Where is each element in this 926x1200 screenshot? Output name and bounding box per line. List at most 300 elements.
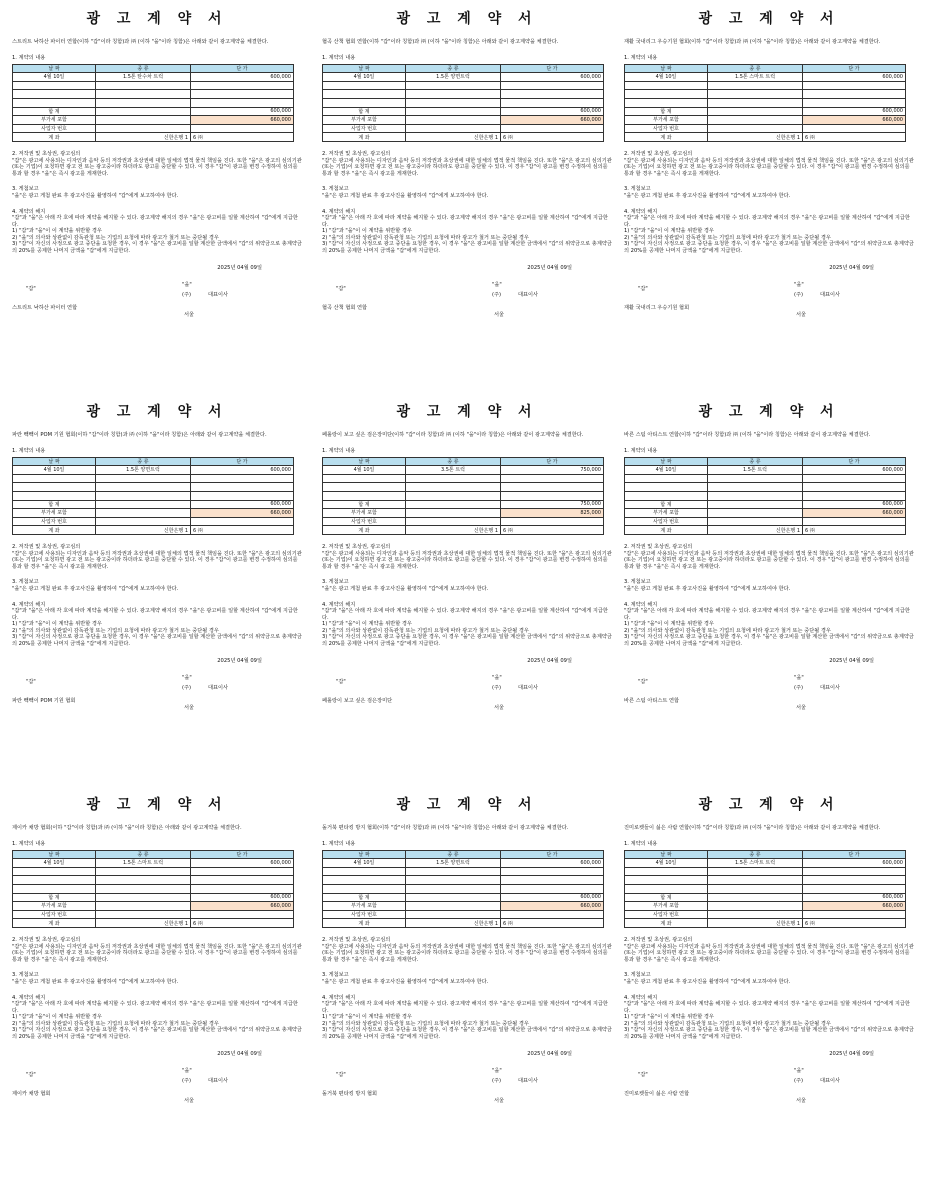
- party-name: 파란 빽빽이 POM 기원 협회: [12, 698, 76, 705]
- vat-row: [323, 116, 604, 125]
- account-bank: 신한은행 1: [406, 133, 501, 142]
- row-date: 4월 10일: [625, 859, 708, 868]
- intro-suffix: (이하 "을"이라 칭함)은 아래와 같이 광고계약을 체결한다.: [739, 432, 871, 438]
- sig-seoul: 서울: [796, 705, 807, 712]
- section2: [624, 151, 914, 177]
- section3: [12, 579, 302, 592]
- section2: [12, 151, 302, 177]
- contract-title: 광 고 계 약 서: [698, 404, 840, 420]
- intro-mid: (이하 "갑"이라 칭함)과 ㈜: [377, 825, 437, 831]
- table-row: [323, 73, 604, 82]
- header-price: 단 가: [191, 457, 294, 466]
- intro-mid: (이하 "갑"이라 칭함)과 ㈜: [75, 432, 135, 438]
- row-price: 750,000: [501, 466, 604, 475]
- section2-title: 2. 저작권 및 초상권, 광고심의: [624, 150, 693, 157]
- contract-date: 2025년 04월 09일: [217, 264, 262, 271]
- party-prefix: 제이카 채방 협회: [12, 825, 51, 831]
- account-suffix: 6 ㈜: [191, 919, 294, 928]
- vat-value: 660,000: [803, 116, 906, 125]
- header-type: 종 류: [406, 850, 501, 859]
- contract-date: 2025년 04월 09일: [829, 264, 874, 271]
- sig-seoul: 서울: [494, 312, 505, 319]
- table-row-empty: [323, 491, 604, 500]
- section2-title: 2. 저작권 및 초상권, 광고심의: [322, 150, 391, 157]
- section4-item: 2) "을"의 의사와 상관없이 감독관청 또는 기업의 요청에 따라 광고가 철거 또는 중단될 경우: [12, 627, 219, 634]
- contract-page: [322, 393, 612, 763]
- total-value: 750,000: [501, 500, 604, 509]
- party-prefix: 바른 스팀 아티스트 연합: [624, 432, 680, 438]
- section3-body: "을"은 광고 게첨 완료 후 광고사진을 촬영하여 "갑"에게 보고하여야 한다.: [624, 192, 791, 199]
- table-header-row: [323, 64, 604, 73]
- row-date: 4월 10일: [13, 859, 96, 868]
- party-prefix: 스트리트 낙하산 파이터 연합: [12, 39, 78, 45]
- row-date: 4월 10일: [13, 73, 96, 82]
- party-name: 돌거북 편타킹 방지 협회: [322, 1091, 378, 1098]
- section2: [322, 151, 612, 177]
- account-label: 계 좌: [323, 133, 406, 142]
- section3: [624, 579, 914, 592]
- total-value: 600,000: [803, 500, 906, 509]
- section4-body: "갑"과 "을"은 아래 각 호에 따라 계약을 해지할 수 있다. 광고계약 해지의 경우 "을"은 광고비를 일할 계산하여 "갑"에게 지급한다.: [624, 608, 910, 621]
- sig-ju: (주): [794, 292, 804, 299]
- bizno-row: [13, 124, 294, 133]
- intro-mid: (이하 "갑"이라 칭함)과 ㈜: [392, 432, 452, 438]
- bizno-label: 사업자 번호: [13, 124, 96, 133]
- intro-mid: (이하 "갑"이라 칭함)과 ㈜: [77, 39, 137, 45]
- section3: [624, 186, 914, 199]
- table-row: [13, 859, 294, 868]
- contract-title: 광 고 계 약 서: [86, 797, 228, 813]
- contract-intro: [12, 825, 302, 839]
- section4-body: "갑"과 "을"은 아래 각 호에 따라 계약을 해지할 수 있다. 광고계약 해지의 경우 "을"은 광고비를 일할 계산하여 "갑"에게 지급한다.: [322, 608, 608, 621]
- bizno-row: [323, 910, 604, 919]
- table-row: [625, 859, 906, 868]
- section4: [322, 209, 612, 255]
- section3-title: 3. 게첨보고: [12, 972, 39, 979]
- table-row-empty: [13, 867, 294, 876]
- header-type: 종 류: [708, 64, 803, 73]
- sig-eul-label: "을": [492, 675, 502, 682]
- section2: [12, 544, 302, 570]
- intro-suffix: (이하 "을"이라 칭함)은 아래와 같이 광고계약을 체결한다.: [427, 39, 559, 45]
- section3-body: "을"은 광고 게첨 완료 후 광고사진을 촬영하여 "갑"에게 보고하여야 한다.: [12, 978, 179, 985]
- section4-body: "갑"과 "을"은 아래 각 호에 따라 계약을 해지할 수 있다. 광고계약 해지의 경우 "을"은 광고비를 일할 계산하여 "갑"에게 지급한다.: [12, 608, 298, 621]
- sig-eul-label: "을": [492, 282, 502, 289]
- vat-row: [13, 509, 294, 518]
- section4-item: 1) "갑"과 "을"이 이 계약을 위반할 경우: [12, 621, 102, 628]
- contract-page: [12, 786, 302, 1156]
- bizno-label: 사업자 번호: [625, 517, 708, 526]
- section3-body: "을"은 광고 게첨 완료 후 광고사진을 촬영하여 "갑"에게 보고하여야 한다.: [624, 585, 791, 592]
- signature-block: [322, 670, 612, 720]
- section2: [322, 544, 612, 570]
- intro-suffix: (이하 "을"이라 칭함)은 아래와 같이 광고계약을 체결한다.: [437, 825, 569, 831]
- sig-ju: (주): [794, 685, 804, 692]
- contract-date: 2025년 04월 09일: [217, 657, 262, 664]
- contract-table: [624, 850, 906, 928]
- account-bank: 신한은행 1: [96, 133, 191, 142]
- party-name: 바른 스팀 아티스트 연합: [624, 698, 680, 705]
- header-type: 종 류: [406, 64, 501, 73]
- account-suffix: 6 ㈜: [803, 133, 906, 142]
- contract-title: 광 고 계 약 서: [396, 797, 538, 813]
- sig-eul-label: "을": [182, 1068, 192, 1075]
- contract-title: 광 고 계 약 서: [86, 11, 228, 27]
- section4: [624, 209, 914, 255]
- table-row-empty: [625, 876, 906, 885]
- section3-title: 3. 게첨보고: [322, 186, 349, 193]
- contract-intro: [624, 432, 914, 446]
- vat-label: 부가세 포함: [625, 116, 708, 125]
- intro-suffix: (이하 "을"이라 칭함)은 아래와 같이 광고계약을 체결한다.: [452, 432, 584, 438]
- total-value: 600,000: [191, 107, 294, 116]
- total-value: 600,000: [191, 893, 294, 902]
- section3-body: "을"은 광고 게첨 완료 후 광고사진을 촬영하여 "갑"에게 보고하여야 한다.: [624, 978, 791, 985]
- total-label: 합 계: [323, 107, 406, 116]
- sig-ceo: 대표이사: [518, 1078, 539, 1085]
- section4-item: 3) "갑"이 자신의 사정으로 광고 중단을 요청한 경우, 이 경우 "을"은 광고비를 일할 계산한 금액에서 "갑"의 위약금으로 총계약금의 20%를 공제한 나머지 금액을 "갑"에게 지급한다.: [322, 241, 612, 255]
- intro-mid: (이하 "갑"이라 칭함)과 ㈜: [50, 825, 110, 831]
- account-suffix: 6 ㈜: [803, 526, 906, 535]
- section3-title: 3. 게첨보고: [12, 186, 39, 193]
- signature-block: [624, 1063, 914, 1113]
- sig-eul-label: "을": [794, 1068, 804, 1075]
- intro-mid: (이하 "갑"이라 칭함)과 ㈜: [689, 825, 749, 831]
- account-label: 계 좌: [323, 526, 406, 535]
- contract-page: [12, 393, 302, 763]
- section2: [624, 937, 914, 963]
- account-suffix: 6 ㈜: [501, 133, 604, 142]
- section2-body: "갑"은 광고에 사용되는 디자인과 음악 등의 저작권과 초상권에 대한 일체의 법적 물적 책임을 진다. 또한 "을"은 광고의 심의기관(또는 기업)이 요청하면 광고 전 또는 광고중이라 하더라도 광고를 중단할 수 있다. 이 경우 "갑"이 광고를 변경 수정하여 심의를 통과 할 경우 "을"은 즉시 광고를 게재한다.: [624, 550, 914, 570]
- section4-title: 4. 계약의 해지: [12, 601, 46, 608]
- total-row: [323, 500, 604, 509]
- sig-gap-label: "갑": [26, 1072, 36, 1079]
- account-label: 계 좌: [13, 919, 96, 928]
- contract-intro: [322, 39, 612, 53]
- total-row: [323, 893, 604, 902]
- section2-body: "갑"은 광고에 사용되는 디자인과 음악 등의 저작권과 초상권에 대한 일체의 법적 물적 책임을 진다. 또한 "을"은 광고의 심의기관(또는 기업)이 요청하면 광고 전 또는 광고중이라 하더라도 광고를 중단할 수 있다. 이 경우 "갑"이 광고를 변경 수정하여 심의를 통과 할 경우 "을"은 즉시 광고를 게재한다.: [12, 943, 302, 963]
- section4-title: 4. 계약의 해지: [12, 994, 46, 1001]
- header-type: 종 류: [708, 850, 803, 859]
- contract-title: 광 고 계 약 서: [698, 11, 840, 27]
- contract-date: 2025년 04월 09일: [527, 1050, 572, 1057]
- header-type: 종 류: [96, 457, 191, 466]
- contract-table: [322, 457, 604, 535]
- table-row: [625, 466, 906, 475]
- total-label: 합 계: [323, 893, 406, 902]
- section4-item: 3) "갑"이 자신의 사정으로 광고 중단을 요청한 경우, 이 경우 "을"은 광고비를 일할 계산한 금액에서 "갑"의 위약금으로 총계약금의 20%를 공제한 나머지 금액을 "갑"에게 지급한다.: [624, 241, 914, 255]
- row-date: 4월 10일: [13, 466, 96, 475]
- contract-date: 2025년 04월 09일: [829, 1050, 874, 1057]
- sig-ju: (주): [182, 292, 192, 299]
- sig-seoul: 서울: [494, 1098, 505, 1105]
- section2-title: 2. 저작권 및 초상권, 광고심의: [12, 936, 81, 943]
- table-row-empty: [13, 483, 294, 492]
- section3-title: 3. 게첨보고: [624, 186, 651, 193]
- contract-table: [322, 64, 604, 142]
- sig-ceo: 대표이사: [820, 1078, 841, 1085]
- bizno-row: [323, 124, 604, 133]
- party-name: 협곡 산책 협회 연합: [322, 305, 368, 312]
- section4-item: 1) "갑"과 "을"이 이 계약을 위반할 경우: [624, 1014, 714, 1021]
- section3-body: "을"은 광고 게첨 완료 후 광고사진을 촬영하여 "갑"에게 보고하여야 한다.: [12, 192, 179, 199]
- table-row-empty: [323, 474, 604, 483]
- section4-item: 3) "갑"이 자신의 사정으로 광고 중단을 요청한 경우, 이 경우 "을"은 광고비를 일할 계산한 금액에서 "갑"의 위약금으로 총계약금의 20%를 공제한 나머지 금액을 "갑"에게 지급한다.: [624, 634, 914, 648]
- account-bank: 신한은행 1: [406, 919, 501, 928]
- section4-item: 2) "을"의 의사와 상관없이 감독관청 또는 기업의 요청에 따라 광고가 철거 또는 중단될 경우: [322, 1020, 529, 1027]
- section4-item: 3) "갑"이 자신의 사정으로 광고 중단을 요청한 경우, 이 경우 "을"은 광고비를 일할 계산한 금액에서 "갑"의 위약금으로 총계약금의 20%를 공제한 나머지 금액을 "갑"에게 지급한다.: [322, 634, 612, 648]
- total-label: 합 계: [13, 107, 96, 116]
- table-row-empty: [13, 474, 294, 483]
- sig-ju: (주): [492, 685, 502, 692]
- header-date: 날 짜: [13, 64, 96, 73]
- section4-item: 1) "갑"과 "을"이 이 계약을 위반할 경우: [12, 1014, 102, 1021]
- row-type: 1.5톤 스마트 트럭: [708, 859, 803, 868]
- sig-gap-label: "갑": [638, 286, 648, 293]
- section2-title: 2. 저작권 및 초상권, 광고심의: [624, 543, 693, 550]
- account-label: 계 좌: [13, 526, 96, 535]
- section1-title: 1. 계약의 내용: [322, 55, 356, 61]
- row-price: 600,000: [501, 73, 604, 82]
- section4-item: 1) "갑"과 "을"이 이 계약을 위반할 경우: [624, 228, 714, 235]
- section2-body: "갑"은 광고에 사용되는 디자인과 음악 등의 저작권과 초상권에 대한 일체의 법적 물적 책임을 진다. 또한 "을"은 광고의 심의기관(또는 기업)이 요청하면 광고 전 또는 광고중이라 하더라도 광고를 중단할 수 있다. 이 경우 "갑"이 광고를 변경 수정하여 심의를 통과 할 경우 "을"은 즉시 광고를 게재한다.: [12, 550, 302, 570]
- sig-seoul: 서울: [796, 312, 807, 319]
- intro-suffix: (이하 "을"이라 칭함)은 아래와 같이 광고계약을 체결한다.: [111, 825, 242, 831]
- contract-title: 광 고 계 약 서: [396, 404, 538, 420]
- vat-row: [323, 902, 604, 911]
- vat-label: 부가세 포함: [13, 509, 96, 518]
- contract-page: [322, 0, 612, 370]
- section3-body: "을"은 광고 게첨 완료 후 광고사진을 촬영하여 "갑"에게 보고하여야 한다.: [322, 585, 489, 592]
- table-row-empty: [323, 867, 604, 876]
- header-type: 종 류: [96, 64, 191, 73]
- section2-title: 2. 저작권 및 초상권, 광고심의: [322, 936, 391, 943]
- section2-title: 2. 저작권 및 초상권, 광고심의: [322, 543, 391, 550]
- bizno-label: 사업자 번호: [625, 910, 708, 919]
- contract-table: [624, 457, 906, 535]
- header-type: 종 류: [96, 850, 191, 859]
- sig-gap-label: "갑": [336, 286, 346, 293]
- header-price: 단 가: [501, 850, 604, 859]
- header-date: 날 짜: [323, 457, 406, 466]
- total-label: 합 계: [625, 107, 708, 116]
- row-price: 600,000: [191, 859, 294, 868]
- row-date: 4월 10일: [323, 466, 406, 475]
- contract-date: 2025년 04월 09일: [527, 264, 572, 271]
- intro-suffix: (이하 "을"이라 칭함)은 아래와 같이 광고계약을 체결한다.: [137, 39, 269, 45]
- intro-mid: (이하 "갑"이라 칭함)과 ㈜: [367, 39, 427, 45]
- section4-item: 2) "을"의 의사와 상관없이 감독관청 또는 기업의 요청에 따라 광고가 철거 또는 중단될 경우: [322, 234, 529, 241]
- contract-table: [12, 850, 294, 928]
- table-row-empty: [13, 81, 294, 90]
- total-row: [13, 500, 294, 509]
- vat-row: [323, 509, 604, 518]
- intro-mid: (이하 "갑"이라 칭함)과 ㈜: [679, 432, 739, 438]
- account-suffix: 6 ㈜: [803, 919, 906, 928]
- contract-date: 2025년 04월 09일: [527, 657, 572, 664]
- contract-table: [12, 457, 294, 535]
- header-date: 날 짜: [625, 457, 708, 466]
- section4-body: "갑"과 "을"은 아래 각 호에 따라 계약을 해지할 수 있다. 광고계약 해지의 경우 "을"은 광고비를 일할 계산하여 "갑"에게 지급한다.: [624, 215, 910, 228]
- vat-value: 660,000: [191, 116, 294, 125]
- header-date: 날 짜: [323, 850, 406, 859]
- contract-table: [322, 850, 604, 928]
- sig-gap-label: "갑": [336, 1072, 346, 1079]
- account-label: 계 좌: [13, 133, 96, 142]
- table-row-empty: [323, 483, 604, 492]
- account-bank: 신한은행 1: [708, 919, 803, 928]
- row-date: 4월 10일: [323, 859, 406, 868]
- signature-block: [624, 670, 914, 720]
- section2-title: 2. 저작권 및 초상권, 광고심의: [12, 543, 81, 550]
- vat-row: [13, 116, 294, 125]
- bizno-label: 사업자 번호: [13, 910, 96, 919]
- sig-seoul: 서울: [796, 1098, 807, 1105]
- party-name: 페롤랑이 보고 싶은 검은장미단: [322, 698, 393, 705]
- account-bank: 신한은행 1: [96, 526, 191, 535]
- vat-value: 660,000: [191, 902, 294, 911]
- account-row: [13, 133, 294, 142]
- contract-intro: [12, 432, 302, 446]
- account-label: 계 좌: [625, 526, 708, 535]
- header-type: 종 류: [708, 457, 803, 466]
- section4-body: "갑"과 "을"은 아래 각 호에 따라 계약을 해지할 수 있다. 광고계약 해지의 경우 "을"은 광고비를 일할 계산하여 "갑"에게 지급한다.: [322, 1001, 608, 1014]
- table-header-row: [323, 850, 604, 859]
- row-type: 3.5톤 트럭: [406, 466, 501, 475]
- account-row: [13, 919, 294, 928]
- table-row: [625, 73, 906, 82]
- vat-label: 부가세 포함: [625, 509, 708, 518]
- total-label: 합 계: [13, 500, 96, 509]
- section2: [12, 937, 302, 963]
- section3-body: "을"은 광고 게첨 완료 후 광고사진을 촬영하여 "갑"에게 보고하여야 한다.: [322, 978, 489, 985]
- row-date: 4월 10일: [625, 466, 708, 475]
- total-row: [625, 107, 906, 116]
- section3: [322, 579, 612, 592]
- account-row: [625, 526, 906, 535]
- section3: [12, 972, 302, 985]
- table-header-row: [323, 457, 604, 466]
- table-row: [323, 466, 604, 475]
- section3-title: 3. 게첨보고: [12, 579, 39, 586]
- bizno-label: 사업자 번호: [323, 910, 406, 919]
- section4: [12, 602, 302, 648]
- table-row: [13, 73, 294, 82]
- section4-body: "갑"과 "을"은 아래 각 호에 따라 계약을 해지할 수 있다. 광고계약 해지의 경우 "을"은 광고비를 일할 계산하여 "갑"에게 지급한다.: [322, 215, 608, 228]
- account-row: [323, 133, 604, 142]
- party-prefix: 파란 빽빽이 POM 기원 협회: [12, 432, 76, 438]
- intro-suffix: (이하 "을"이라 칭함)은 아래와 같이 광고계약을 체결한다.: [749, 39, 881, 45]
- section3: [624, 972, 914, 985]
- section4-item: 3) "갑"이 자신의 사정으로 광고 중단을 요청한 경우, 이 경우 "을"은 광고비를 일할 계산한 금액에서 "갑"의 위약금으로 총계약금의 20%를 공제한 나머지 금액을 "갑"에게 지급한다.: [624, 1027, 914, 1041]
- contract-intro: [322, 432, 612, 446]
- account-suffix: 6 ㈜: [501, 526, 604, 535]
- contract-title: 광 고 계 약 서: [86, 404, 228, 420]
- total-value: 600,000: [803, 107, 906, 116]
- section4-item: 1) "갑"과 "을"이 이 계약을 위반할 경우: [322, 228, 412, 235]
- bizno-row: [13, 910, 294, 919]
- bizno-label: 사업자 번호: [625, 124, 708, 133]
- vat-value: 660,000: [191, 509, 294, 518]
- account-label: 계 좌: [323, 919, 406, 928]
- account-bank: 신한은행 1: [708, 133, 803, 142]
- sig-ceo: 대표이사: [208, 1078, 229, 1085]
- sig-eul-label: "을": [492, 1068, 502, 1075]
- party-name: 재활 국내리그 우승기원 협회: [624, 305, 690, 312]
- contract-table: [12, 64, 294, 142]
- table-row-empty: [323, 884, 604, 893]
- total-label: 합 계: [13, 893, 96, 902]
- table-row-empty: [625, 81, 906, 90]
- table-row-empty: [323, 90, 604, 99]
- table-row: [323, 859, 604, 868]
- signature-block: [12, 277, 302, 327]
- section1-title: 1. 계약의 내용: [12, 55, 46, 61]
- section2-body: "갑"은 광고에 사용되는 디자인과 음악 등의 저작권과 초상권에 대한 일체의 법적 물적 책임을 진다. 또한 "을"은 광고의 심의기관(또는 기업)이 요청하면 광고 전 또는 광고중이라 하더라도 광고를 중단할 수 있다. 이 경우 "갑"이 광고를 변경 수정하여 심의를 통과 할 경우 "을"은 즉시 광고를 게재한다.: [624, 943, 914, 963]
- row-type: 1.5톤 양면트럭: [96, 466, 191, 475]
- table-row-empty: [13, 884, 294, 893]
- sig-eul-label: "을": [794, 282, 804, 289]
- section4-item: 3) "갑"이 자신의 사정으로 광고 중단을 요청한 경우, 이 경우 "을"은 광고비를 일할 계산한 금액에서 "갑"의 위약금으로 총계약금의 20%를 공제한 나머지 금액을 "갑"에게 지급한다.: [12, 241, 302, 255]
- section4-title: 4. 계약의 해지: [322, 208, 356, 215]
- table-header-row: [13, 457, 294, 466]
- sig-gap-label: "갑": [26, 286, 36, 293]
- account-row: [323, 919, 604, 928]
- section4-title: 4. 계약의 해지: [624, 601, 658, 608]
- row-type: 1.5톤 양면트럭: [406, 73, 501, 82]
- row-price: 600,000: [803, 466, 906, 475]
- table-row-empty: [13, 876, 294, 885]
- vat-row: [625, 902, 906, 911]
- vat-label: 부가세 포함: [13, 116, 96, 125]
- row-price: 600,000: [803, 73, 906, 82]
- account-label: 계 좌: [625, 133, 708, 142]
- header-date: 날 짜: [13, 850, 96, 859]
- table-header-row: [625, 64, 906, 73]
- party-name: 제이카 채방 협회: [12, 1091, 51, 1098]
- section2-title: 2. 저작권 및 초상권, 광고심의: [12, 150, 81, 157]
- contract-page: [624, 393, 914, 763]
- section4-title: 4. 계약의 해지: [624, 208, 658, 215]
- contract-intro: [624, 39, 914, 53]
- party-name: 진미로켓들이 싫은 사람 연합: [624, 1091, 690, 1098]
- sig-gap-label: "갑": [26, 679, 36, 686]
- header-price: 단 가: [191, 850, 294, 859]
- sig-ceo: 대표이사: [518, 292, 539, 299]
- header-price: 단 가: [803, 457, 906, 466]
- bizno-row: [323, 517, 604, 526]
- vat-row: [625, 116, 906, 125]
- account-row: [625, 919, 906, 928]
- table-row-empty: [625, 884, 906, 893]
- sig-gap-label: "갑": [638, 1072, 648, 1079]
- section4-title: 4. 계약의 해지: [624, 994, 658, 1001]
- section4: [624, 995, 914, 1041]
- section3: [322, 972, 612, 985]
- sig-ju: (주): [492, 292, 502, 299]
- party-name: 스트리트 낙하산 파이터 연합: [12, 305, 78, 312]
- contract-page: [624, 786, 914, 1156]
- section3-body: "을"은 광고 게첨 완료 후 광고사진을 촬영하여 "갑"에게 보고하여야 한다.: [322, 192, 489, 199]
- total-label: 합 계: [323, 500, 406, 509]
- section4-title: 4. 계약의 해지: [322, 994, 356, 1001]
- row-price: 600,000: [191, 73, 294, 82]
- contract-page: [322, 786, 612, 1156]
- account-suffix: 6 ㈜: [191, 526, 294, 535]
- table-row-empty: [625, 474, 906, 483]
- section2-body: "갑"은 광고에 사용되는 디자인과 음악 등의 저작권과 초상권에 대한 일체의 법적 물적 책임을 진다. 또한 "을"은 광고의 심의기관(또는 기업)이 요청하면 광고 전 또는 광고중이라 하더라도 광고를 중단할 수 있다. 이 경우 "갑"이 광고를 변경 수정하여 심의를 통과 할 경우 "을"은 즉시 광고를 게재한다.: [12, 157, 302, 177]
- section4-title: 4. 계약의 해지: [12, 208, 46, 215]
